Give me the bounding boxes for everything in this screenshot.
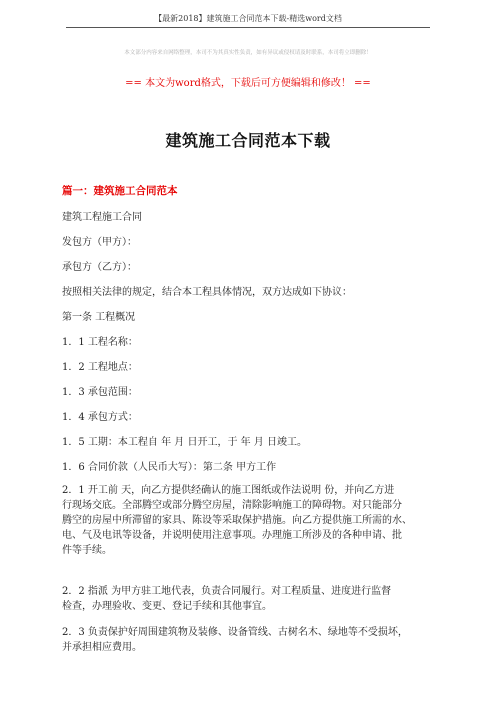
party-a-line: 发包方（甲方）：: [62, 237, 137, 248]
party-b-line: 承包方（乙方）：: [62, 262, 137, 273]
clause-2-1-line: 件等手续。: [62, 545, 112, 556]
clause-2-1-line: 2．1 开工前 天，向乙方提供经确认的施工图纸或作法说明 份，并向乙方进: [62, 485, 395, 496]
clause-2-3-line: 并承担相应费用。: [62, 642, 142, 653]
section-heading: 篇一：建筑施工合同范本: [62, 185, 178, 197]
clause-2-1-line: 腾空的房屋中所滞留的家具、陈设等采取保护措施。向乙方提供施工所需的水、: [62, 515, 412, 526]
document-title: 建筑施工合同范本下载: [165, 131, 331, 150]
header-divider: [66, 27, 430, 28]
clause-2-2-line: 2．2 指派 为甲方驻工地代表，负责合同履行。对工程质量、进度进行监督: [62, 586, 392, 597]
clause-2-1-line: 行现场交底。全部腾空或部分腾空房屋，清除影响施工的障碍物。对只能部分: [62, 500, 402, 511]
format-notice: == 本文为word格式，下载后可方便编辑和修改！ ==: [125, 78, 371, 89]
clause-2-2-line: 检查，办理验收、变更、登记手续和其他事宜。: [62, 601, 272, 612]
clause-2-2: [62, 584, 442, 614]
clause-1-4: 1．4 承包方式：: [62, 412, 138, 423]
article-1-heading: 第一条 工程概况: [62, 312, 136, 323]
agreement-intro-line: 按照相关法律的规定，结合本工程具体情况，双方达成如下协议：: [62, 287, 352, 298]
clause-1-3: 1．3 承包范围：: [62, 387, 138, 398]
disclaimer-text: 本文部分内容来自网络整理，本司不为其真实性负责，如有异议或侵权请及时联系，本司将立即删除！: [124, 50, 372, 56]
clause-2-3-line: 2．3 负责保护好周围建筑物及装修、设备管线、古树名木、绿地等不受损坏，: [62, 627, 408, 638]
clause-1-1: 1．1 工程名称：: [62, 337, 138, 348]
page-header-title: 【最新2018】建筑施工合同范本下载-精选word文档: [154, 14, 342, 23]
clause-1-2: 1．2 工程地点：: [62, 362, 138, 373]
clause-2-1: [62, 483, 442, 558]
clause-2-3: [62, 625, 442, 655]
clause-2-1-line: 电、气及电讯等设备，并说明使用注意事项。办理施工所涉及的各种申请、批: [62, 530, 402, 541]
clause-1-6: 1．6 合同价款（人民币大写）：第二条 甲方工作: [62, 462, 277, 473]
contract-name-line: 建筑工程施工合同: [62, 212, 142, 223]
clause-1-5: 1．5 工期：本工程自 年 月 日开工，于 年 月 日竣工。: [62, 437, 307, 448]
